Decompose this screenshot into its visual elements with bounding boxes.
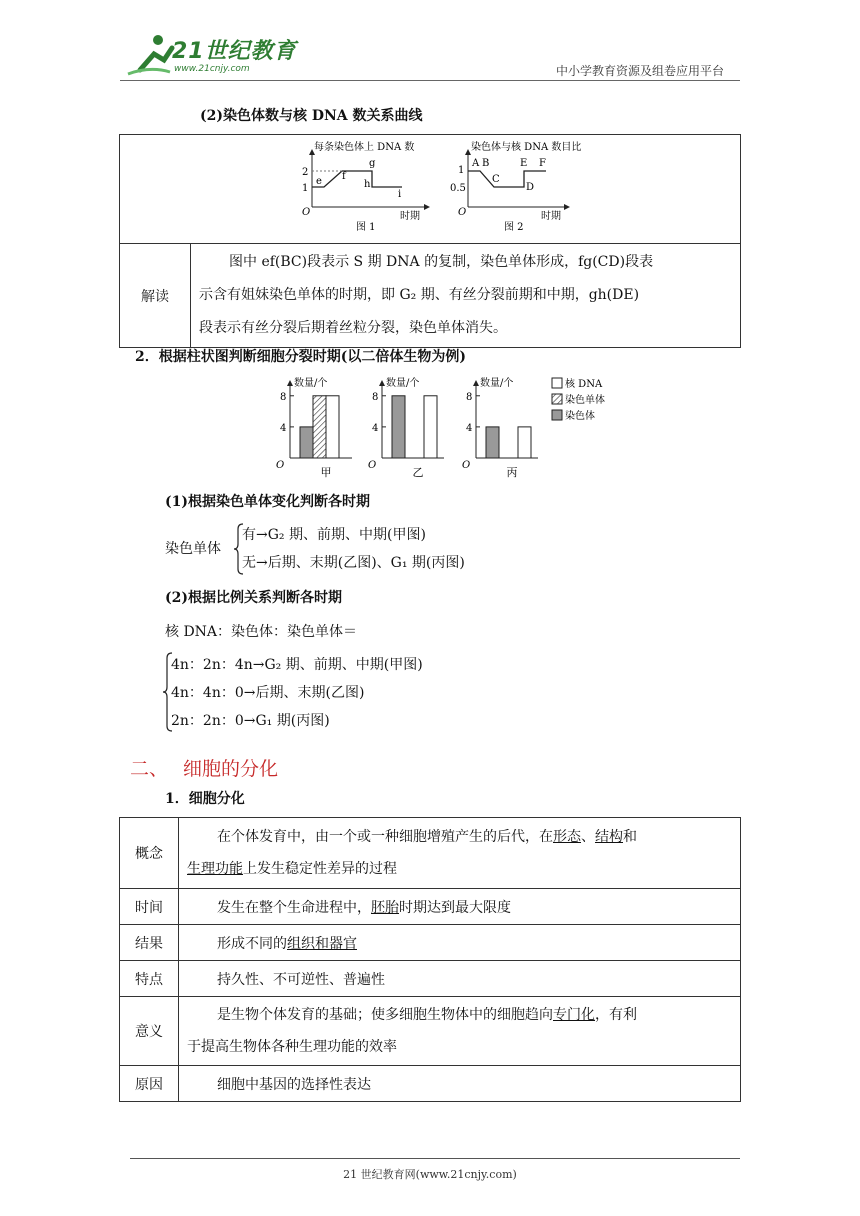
bar-charts <box>270 374 630 482</box>
sub1-label: 染色单体 <box>165 541 221 557</box>
bar <box>300 427 313 458</box>
y-axis-label: 数量/个 <box>480 378 514 389</box>
legend-label: 染色体 <box>565 411 595 422</box>
meaning-text-3: 于提高生物体各种生理功能的效率 <box>187 1039 397 1055</box>
legend-swatch <box>552 378 562 388</box>
concept-text-3: 上发生稳定性差异的过程 <box>243 861 397 877</box>
fig1-xlabel: 时期 <box>400 211 420 222</box>
footer-divider <box>130 1158 740 1159</box>
differentiation-table <box>119 817 741 1102</box>
table-row <box>120 961 741 997</box>
row-content <box>179 818 741 889</box>
row-content: 持久性、不可逆性、普遍性 <box>179 961 741 997</box>
row-content: 细胞中基因的选择性表达 <box>179 1066 741 1102</box>
fig2-point-F: F <box>539 158 546 169</box>
fig1-point-i: i <box>398 189 402 200</box>
footer-text: 21 世纪教育网(www.21cnjy.com) <box>343 1168 517 1181</box>
fig1-origin: O <box>302 207 311 218</box>
bar <box>313 396 326 458</box>
bar-section-title: 2．根据柱状图判断细胞分裂时期(以二倍体生物为例) <box>135 349 466 365</box>
category-label: 丙 <box>506 466 518 479</box>
section-number: 二、 <box>130 758 169 780</box>
fig1-point-f: f <box>342 171 346 182</box>
sub2-line-1: 4n：2n：4n→G₂ 期、前期、中期(甲图) <box>171 657 423 673</box>
y-tick-label: 4 <box>280 422 287 434</box>
meaning-text-2: ，有利 <box>595 1007 637 1023</box>
time-text-2: 时期达到最大限度 <box>399 899 511 916</box>
row-content <box>179 997 741 1066</box>
concept-text-2: 和 <box>623 829 637 845</box>
fig2-point-C: C <box>492 174 500 185</box>
concept-sep: 、 <box>581 829 595 845</box>
interpret-label: 解读 <box>120 244 191 348</box>
y-axis-arrow <box>473 380 479 386</box>
interpret-line-3: 段表示有丝分裂后期着丝粒分裂，染色单体消失。 <box>199 320 507 336</box>
y-tick-label: 4 <box>372 422 379 434</box>
bar <box>486 427 499 458</box>
bar <box>518 427 531 458</box>
legend-label: 核 DNA <box>565 379 603 390</box>
concept-underline-function: 生理功能 <box>187 861 243 877</box>
header-divider <box>120 80 740 81</box>
row-label: 原因 <box>120 1066 179 1102</box>
fig2-caption: 图 2 <box>504 222 524 233</box>
fig1-ylabel: 每条染色体上 DNA 数 <box>314 142 415 153</box>
row-content <box>179 889 741 925</box>
row-label: 特点 <box>120 961 179 997</box>
fig2-xlabel: 时期 <box>541 211 561 222</box>
y-tick-label: 8 <box>280 391 287 403</box>
row-label: 结果 <box>120 925 179 961</box>
fig2-curve <box>468 171 546 187</box>
figure-1 <box>302 140 430 233</box>
y-axis-label: 数量/个 <box>294 378 328 389</box>
sub1-title: (1)根据染色单体变化判断各时期 <box>165 494 370 510</box>
table-row <box>120 925 741 961</box>
y-tick-label: 4 <box>466 422 473 434</box>
section-heading: 细胞的分化 <box>183 758 279 780</box>
interpret-line-2: 示含有姐妹染色单体的时期，即 G₂ 期、有丝分裂前期和中期，gh(DE) <box>199 287 640 303</box>
time-underline: 胚胎 <box>371 899 399 916</box>
origin-label: O <box>462 460 471 471</box>
fig1-ytick-1: 1 <box>302 183 309 194</box>
y-axis-label: 数量/个 <box>386 378 420 389</box>
fig1-ytick-2: 2 <box>302 167 309 178</box>
curve-figures <box>120 135 740 239</box>
result-text: 形成不同的 <box>217 935 287 952</box>
header-platform-text: 中小学教育资源及组卷应用平台 <box>555 64 724 78</box>
y-axis-arrow <box>287 380 293 386</box>
row-label: 意义 <box>120 997 179 1066</box>
interpret-line-1: 图中 ef(BC)段表示 S 期 DNA 的复制，染色单体形成，fg(CD)段表 <box>229 254 654 270</box>
curve-figure-cell <box>120 135 741 244</box>
figure-2 <box>450 140 581 233</box>
fig2-point-A: A <box>472 158 480 169</box>
fig2-ytick-05: 0.5 <box>450 183 466 194</box>
bar <box>392 396 405 458</box>
fig1-caption: 图 1 <box>356 222 376 233</box>
time-text-1: 发生在整个生命进程中， <box>217 899 371 916</box>
logo-url: www.21cnjy.com <box>174 64 250 74</box>
curve-section-title: (2)染色体数与核 DNA 数关系曲线 <box>200 108 423 124</box>
table-row <box>120 997 741 1066</box>
origin-label: O <box>368 460 377 471</box>
category-label: 甲 <box>320 466 332 479</box>
legend-swatch <box>552 410 562 420</box>
fig1-point-h: h <box>364 179 371 190</box>
logo-text: 21世纪教育 <box>172 39 297 64</box>
row-label: 时间 <box>120 889 179 925</box>
legend-label: 染色单体 <box>565 395 605 406</box>
table-row <box>120 1066 741 1102</box>
concept-underline-form: 形态 <box>553 829 581 845</box>
bar <box>326 396 339 458</box>
y-axis-arrow <box>379 380 385 386</box>
fig2-point-B: B <box>482 158 490 169</box>
category-label: 乙 <box>412 466 424 479</box>
meaning-underline: 专门化 <box>553 1007 595 1023</box>
result-underline: 组织和器官 <box>287 935 357 952</box>
concept-text-1: 在个体发育中，由一个或一种细胞增殖产生的后代，在 <box>217 829 553 845</box>
sub2-intro: 核 DNA：染色体：染色单体＝ <box>165 624 358 640</box>
fig2-point-D: D <box>526 182 535 193</box>
row-label: 概念 <box>120 818 179 889</box>
legend-swatch <box>552 394 562 404</box>
fig2-origin: O <box>458 207 467 218</box>
meaning-text-1: 是生物个体发育的基础；使多细胞生物体中的细胞趋向 <box>217 1007 553 1023</box>
fig2-point-E: E <box>520 158 528 169</box>
origin-label: O <box>276 460 285 471</box>
y-tick-label: 8 <box>372 391 379 403</box>
sub1-line-2: 无→后期、末期(乙图)、G₁ 期(丙图) <box>242 555 465 571</box>
curve-table <box>119 134 741 348</box>
fig1-point-e: e <box>316 176 322 187</box>
sub2-title: (2)根据比例关系判断各时期 <box>165 590 342 606</box>
fig1-curve <box>312 171 402 187</box>
sub1-line-1: 有→G₂ 期、前期、中期(甲图) <box>242 527 426 543</box>
sub2-line-3: 2n：2n：0→G₁ 期(丙图) <box>171 713 330 729</box>
sub2-line-2: 4n：4n：0→后期、末期(乙图) <box>171 685 365 701</box>
table-row <box>120 889 741 925</box>
concept-underline-structure: 结构 <box>595 829 623 845</box>
fig1-point-g: g <box>369 158 376 169</box>
fig2-ylabel: 染色体与核 DNA 数目比 <box>471 142 582 153</box>
interpret-text <box>191 244 741 348</box>
table-row <box>120 818 741 889</box>
bar <box>424 396 437 458</box>
diff-sub-title: 1．细胞分化 <box>165 791 245 807</box>
y-tick-label: 8 <box>466 391 473 403</box>
row-content <box>179 925 741 961</box>
fig2-ytick-1: 1 <box>458 165 465 176</box>
